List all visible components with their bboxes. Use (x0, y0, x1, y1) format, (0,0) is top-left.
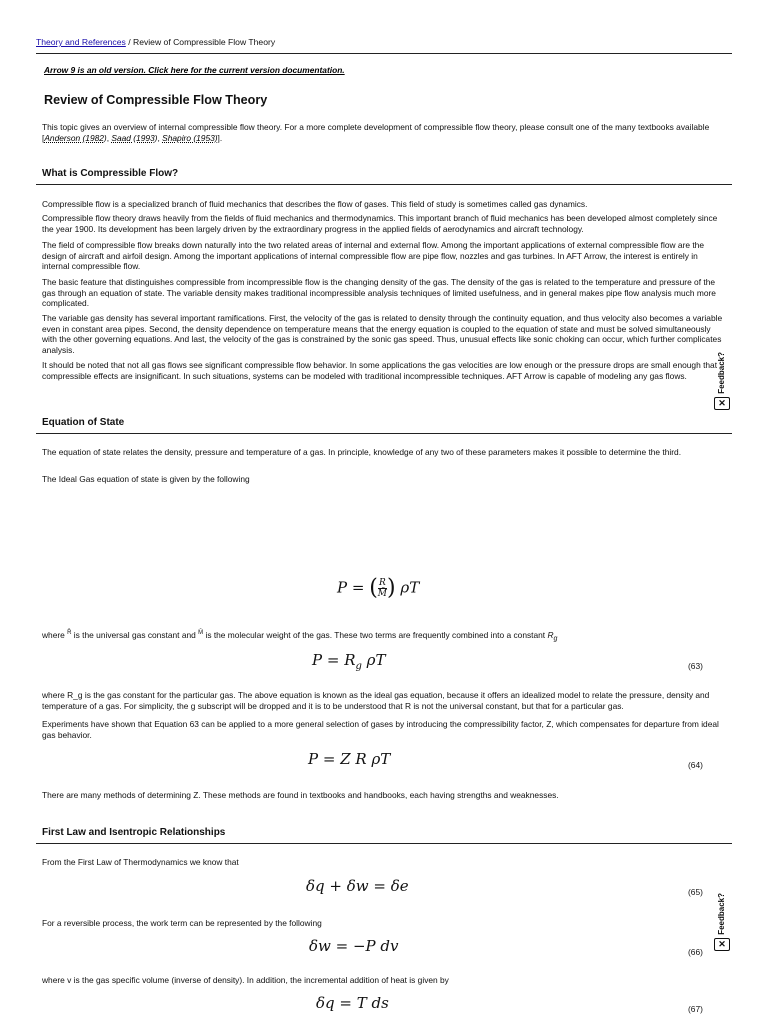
equation-number: (67) (688, 1004, 703, 1014)
section-divider (36, 184, 732, 185)
equation-number: (65) (688, 887, 703, 897)
ref-shapiro[interactable]: Shapiro (1953) (162, 132, 218, 143)
ref-anderson[interactable]: Anderson (1982) (44, 132, 107, 143)
equation-64: P = Z R ρT (308, 750, 391, 768)
s1-paragraph: Compressible flow theory draws heavily from the fields of fluid mechanics and thermodynamics. This important branch of fluid mechanics has been developed almost completely since the year 1900. Its development has been largely driven by the extraordinary progress in the applied fields of aerodynamics and aircraft technology. (42, 213, 718, 234)
breadcrumb-link-theory[interactable]: Theory and References (36, 37, 126, 47)
s3-paragraph: From the First Law of Thermodynamics we know that (42, 857, 239, 867)
intro-paragraph: This topic gives an overview of internal compressible flow theory. For a more complete development of compressible flow theory, please consult one of the many textbooks available [Anderson (1982), Saad (1993), Shapiro (1953)]. (42, 122, 710, 143)
equation-ideal-gas: P = ( $\frac{R}{M̄}$ ) ρT (337, 575, 420, 601)
section-divider (36, 843, 732, 844)
old-version-link[interactable]: Arrow 9 is an old version. Click here for the current version documentation. (44, 65, 345, 75)
s1-paragraph: It should be noted that not all gas flows see significant compressible flow behavior. In some applications the gas velocities are low enough or the pressure drops are small enough that compressible effects are insignificant. In such situations, systems can be modeled with traditional incompressible techniques. AFT Arrow is capable of modeling any gas flows. (42, 360, 718, 381)
heading-equation-of-state: Equation of State (42, 417, 125, 428)
breadcrumb-current: Review of Compressible Flow Theory (132, 37, 276, 47)
equation-number: (64) (688, 760, 703, 770)
feedback-label[interactable]: Feedback? (716, 352, 726, 394)
s1-paragraph: The variable gas density has several important ramifications. First, the velocity of the gas is related to density through the continuity equation, and thus velocity also becomes a variable even in constant area pipes. Second, the density dependence on temperature means that the energy equation is coupled to the equation of state and must be solved simultaneously with the other governing equations. And last, the velocity of the gas is constrained by the sonic gas speed. Thus, unusual effects like sonic choking can occur, which further complicates analysis. (42, 313, 723, 355)
close-icon[interactable]: ✕ (714, 938, 730, 951)
s1-paragraph: The basic feature that distinguishes compressible from incompressible flow is the changing density of the gas. The density of the gas is related to the temperature and pressure of the gas through an equation of state. The variable density makes traditional incompressible analysis techniques of limited usefulness, and in general makes pipe flow analysis much more complicated. (42, 277, 716, 308)
ref-saad[interactable]: Saad (1993) (111, 132, 158, 143)
s2-paragraph: The Ideal Gas equation of state is given by the following (42, 474, 250, 484)
equation-67: δq = T ds (316, 994, 389, 1012)
s2-paragraph: where R_g is the gas constant for the particular gas. The above equation is known as the ideal gas equation, because it offers an idealized model to relate the pressure, density and temperature of a gas. For simplicity, the g subscript will be dropped and it is to be understood that R is not the universal constant, but that for a particular gas. (42, 690, 710, 711)
s2-paragraph: There are many methods of determining Z. These methods are found in textbooks and handbooks, each having strengths and weaknesses. (42, 790, 559, 800)
s2-paragraph: The equation of state relates the density, pressure and temperature of a gas. In principle, knowledge of any two of these parameters makes it possible to determine the third. (42, 447, 682, 457)
equation-66: δw = −P dv (309, 937, 399, 955)
feedback-label[interactable]: Feedback? (716, 893, 726, 935)
s2-where-line: where $^{R̄}$ is the universal gas constant and $^{M̄}$ is the molecular weight of the gas. These two terms are frequently combined into a constant $R_g$ (42, 629, 558, 643)
equation-65: δq + δw = δe (306, 877, 409, 895)
s3-paragraph: where v is the gas specific volume (inverse of density). In addition, the incremental addition of heat is given by (42, 975, 449, 985)
page-title: Review of Compressible Flow Theory (44, 93, 268, 107)
equation-number: (63) (688, 661, 703, 671)
symbol-r-image: R̄ (67, 630, 72, 636)
breadcrumb-separator: / (125, 37, 133, 47)
s1-paragraph: The field of compressible flow breaks down naturally into the two related areas of internal and external flow. Among the important applications of external compressible flow are the design of aircraft and airfoil design. Among the important applications of internal compressible flow are pipe flow, nozzles and gas turbines. In AFT Arrow, the interest is entirely in internal compressible flow. (42, 240, 704, 271)
heading-what-is-compressible-flow: What is Compressible Flow? (42, 168, 179, 179)
equation-number: (66) (688, 947, 703, 957)
s3-paragraph: For a reversible process, the work term can be represented by the following (42, 918, 322, 928)
breadcrumb (36, 37, 275, 48)
feedback-tab[interactable] (714, 352, 730, 410)
s1-paragraph: Compressible flow is a specialized branch of fluid mechanics that describes the flow of gases. This field of study is sometimes called gas dynamics. (42, 199, 588, 209)
s2-paragraph: Experiments have shown that Equation 63 can be applied to a more general selection of gases by introducing the compressibility factor, Z, which compensates for departure from ideal gas behavior. (42, 719, 719, 740)
equation-63: $P = R_g$ ρT (312, 651, 386, 672)
header-divider (36, 53, 732, 54)
close-icon[interactable]: ✕ (714, 397, 730, 410)
symbol-m-image: M̄ (198, 630, 204, 636)
section-divider (36, 433, 732, 434)
heading-first-law: First Law and Isentropic Relationships (42, 827, 226, 838)
feedback-tab[interactable] (714, 893, 730, 951)
